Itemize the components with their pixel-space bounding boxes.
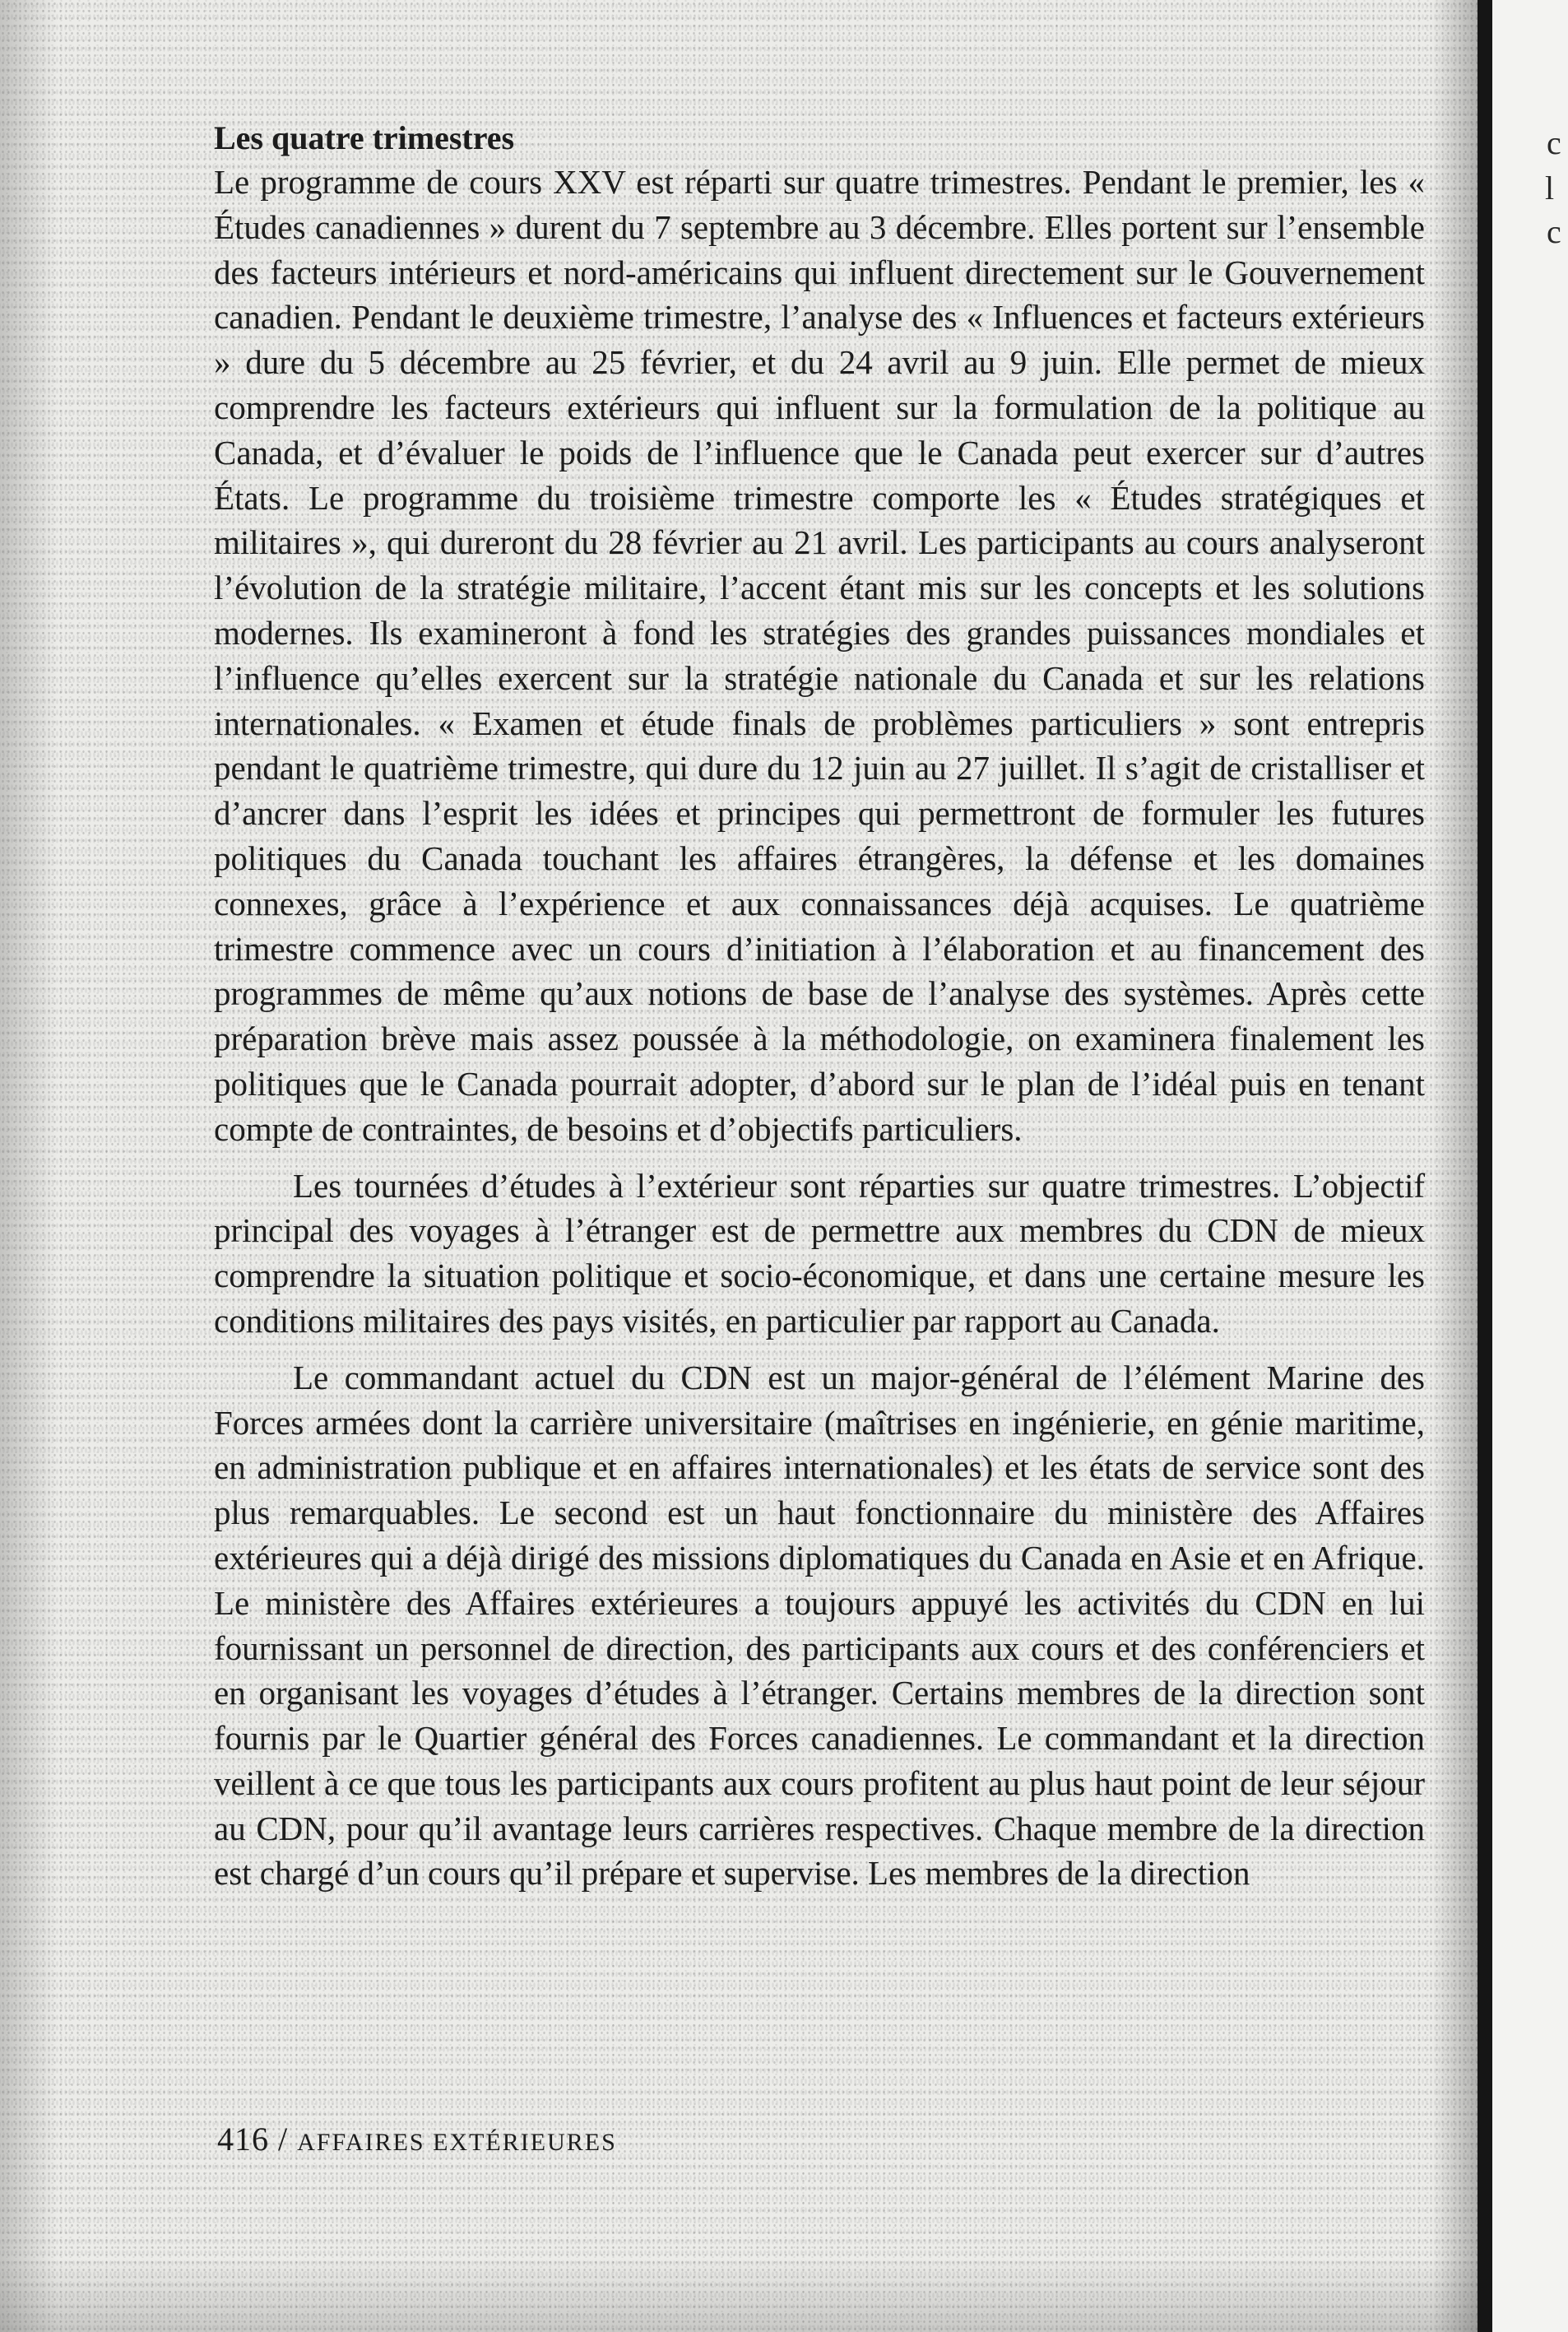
- paragraph-trimesters: Le programme de cours XXV est réparti sur quatre trimestres. Pendant le premier, les « Études canadiennes » durent du 7 septembre au 3 décembre. Elles portent sur l’ensemble des facteurs intérieurs et nord-américains qui influent directement sur le Gouvernement canadien. Pendant le deuxième trimestre, l’analyse des « Influences et facteurs extérieurs » dure du 5 décembre au 25 février, et du 24 avril au 9 juin. Elle permet de mieux comprendre les facteurs extérieurs qui influent sur la formulation de la politique au Canada, et d’évaluer le poids de l’influence que le Canada peut exercer sur d’autres États. Le programme du troisième trimestre comporte les « Études stratégiques et militaires », qui dureront du 28 février au 21 avril. Les participants au cours analyseront l’évolution de la stratégie militaire, l’accent étant mis sur les concepts et les solutions modernes. Ils examineront à fond les stratégies des grandes puissances mondiales et l’influence qu’elles exercent sur la stratégie nationale du Canada et sur les relations internationales. « Examen et étude finals de problèmes particuliers » sont entrepris pendant le quatrième trimestre, qui dure du 12 juin au 27 juillet. Il s’agit de cristalliser et d’ancrer dans l’esprit les idées et principes qui permettront de formuler les futures politiques du Canada touchant les affaires étrangères, la défense et les domaines connexes, grâce à l’expérience et aux connaissances déjà acquises. Le quatrième trimestre commence avec un cours d’initiation à l’élaboration et au financement des programmes de même qu’aux notions de base de l’analyse des systèmes. Après cette préparation brève mais assez poussée à la méthodologie, on examinera finalement les politiques que le Canada pourrait adopter, d’abord sur le plan de l’idéal puis en tenant compte de contraintes, de besoins et d’objectifs particuliers.: [214, 163, 1425, 1148]
- text-body: [214, 117, 1425, 1896]
- paragraph-study-tours: Les tournées d’études à l’extérieur sont réparties sur quatre trimestres. L’objectif principal des voyages à l’étranger est de permettre aux membres du CDN de mieux comprendre la situation politique et socio-économique, et dans une certaine mesure les conditions militaires des pays visités, en particulier par rapport au Canada.: [214, 1166, 1425, 1340]
- book-binding: [1478, 0, 1492, 2332]
- page-edge-shadow-bottom: [0, 2258, 1568, 2332]
- journal-title: AFFAIRES EXTÉRIEURES: [297, 2129, 617, 2156]
- page-edge-shadow-left: [0, 0, 58, 2332]
- page-footer: [217, 2120, 617, 2158]
- facing-page-letter: l: [1545, 170, 1555, 207]
- page-number: 416: [217, 2121, 269, 2158]
- footer-separator: /: [278, 2121, 289, 2158]
- facing-page-letter: c: [1547, 213, 1561, 250]
- facing-page-letter: c: [1547, 124, 1561, 161]
- paragraph-command-staff: Le commandant actuel du CDN est un major-général de l’élément Marine des Forces armées dont la carrière universitaire (maîtrises en ingénierie, en génie maritime, en administration publique et en affaires internationales) et les états de service sont des plus remarquables. Le second est un haut fonctionnaire du ministère des Affaires extérieures qui a déjà dirigé des missions diplomatiques du Canada en Asie et en Afrique. Le ministère des Affaires extérieures a toujours appuyé les activités du CDN en lui fournissant un personnel de direction, des participants aux cours et des conférenciers et en organisant les voyages d’études à l’étranger. Certains membres de la direction sont fournis par le Quartier général des Forces canadiennes. Le commandant et la direction veillent à ce que tous les participants aux cours profitent au plus haut point de leur séjour au CDN, pour qu’il avantage leurs carrières respectives. Chaque membre de la direction est chargé d’un cours qu’il prépare et supervise. Les membres de la direction: [214, 1358, 1425, 1893]
- facing-page-strip: [1492, 0, 1568, 2332]
- gutter-shadow: [1431, 0, 1481, 2332]
- section-heading: Les quatre trimestres: [214, 119, 515, 156]
